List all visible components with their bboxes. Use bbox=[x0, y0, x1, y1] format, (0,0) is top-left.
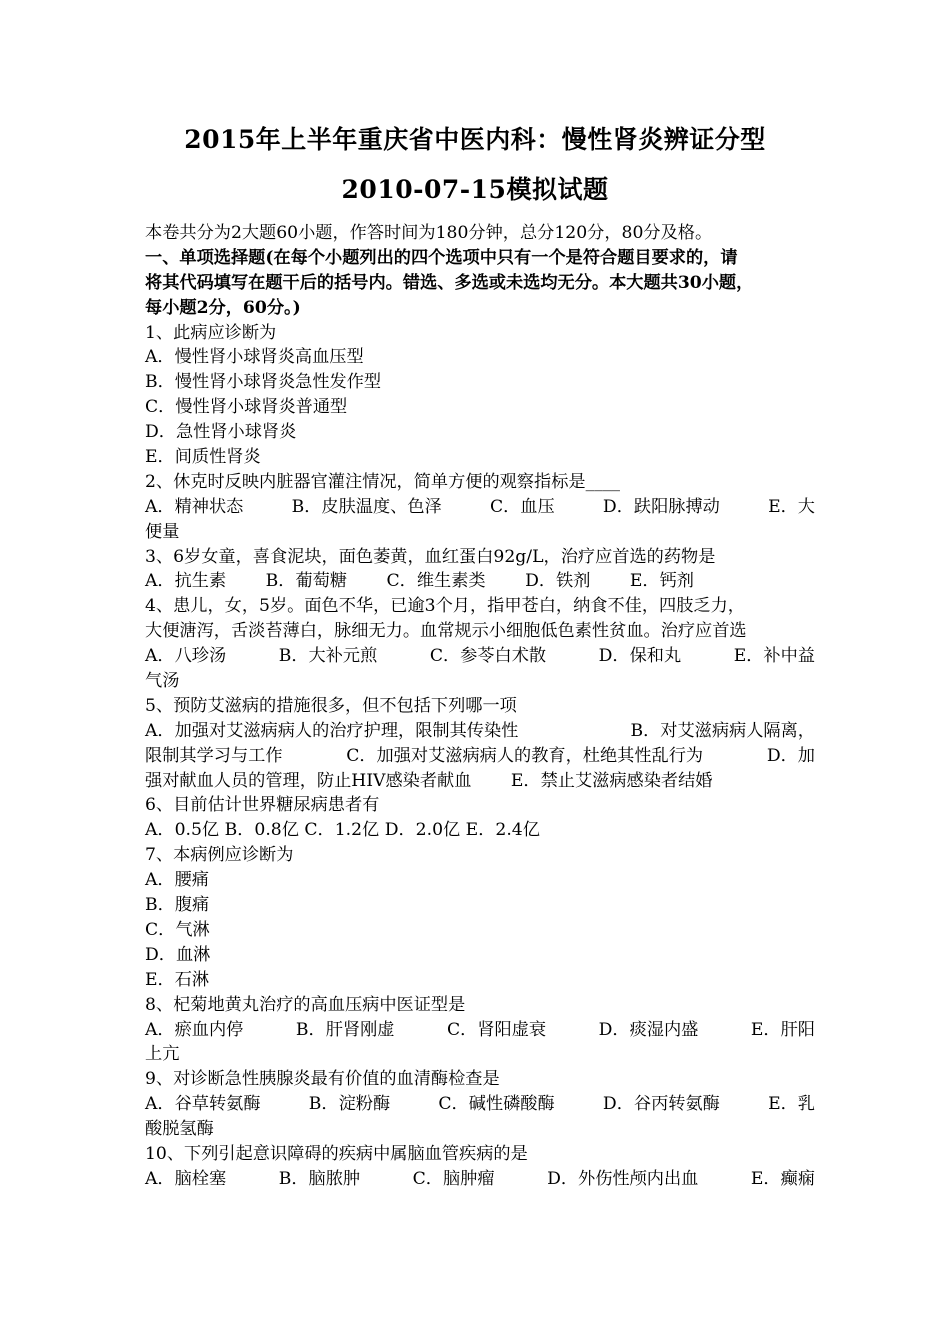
question-4-options bbox=[145, 644, 815, 669]
question-3-option-d: D．铁剂 bbox=[525, 571, 591, 592]
question-9-options bbox=[145, 1092, 815, 1117]
question-10-option-c: C．脑肿瘤 bbox=[412, 1168, 495, 1189]
question-5-option-b: B．对艾滋病病人隔离， bbox=[630, 720, 815, 741]
question-2-option-e: E．大 bbox=[768, 496, 815, 517]
question-8-stem: 8、杞菊地黄丸治疗的高血压病中医证型是 bbox=[145, 994, 466, 1015]
question-4-stem-line1: 4、患儿，女，5岁。面色不华，已逾3个月，指甲苍白，纳食不佳，四肢乏力， bbox=[145, 596, 745, 617]
question-9-option-e: E．乳 bbox=[768, 1094, 815, 1115]
question-9-option-a: A．谷草转氨酶 bbox=[145, 1094, 261, 1115]
question-1-option-b: B．慢性肾小球肾炎急性发作型 bbox=[145, 372, 382, 393]
question-9-option-b: B．淀粉酶 bbox=[308, 1094, 391, 1115]
question-2-option-d: D．趺阳脉搏动 bbox=[602, 496, 720, 517]
question-4-option-b: B．大补元煎 bbox=[278, 646, 378, 667]
question-3-option-b: B．葡萄糖 bbox=[265, 571, 348, 592]
exam-intro: 本卷共分为2大题60小题，作答时间为180分钟，总分120分，80分及格。 bbox=[145, 223, 713, 243]
question-4-option-e: E．补中益 bbox=[733, 646, 815, 667]
question-8-option-a: A．瘀血内停 bbox=[145, 1019, 244, 1040]
question-9-stem: 9、对诊断急性胰腺炎最有价值的血清酶检查是 bbox=[145, 1069, 500, 1090]
question-5-option-d-wrap: 强对献血人员的管理，防止HIV感染者献血 bbox=[145, 770, 472, 791]
question-7-option-d: D．血淋 bbox=[145, 944, 211, 965]
question-8-option-d: D．痰湿内盛 bbox=[598, 1019, 699, 1040]
question-7-option-b: B．腹痛 bbox=[145, 895, 210, 916]
question-5-options-line3 bbox=[145, 769, 815, 794]
document-body bbox=[145, 221, 815, 1192]
question-7-option-c: C．气淋 bbox=[145, 919, 210, 940]
question-2-option-b: B．皮肤温度、色泽 bbox=[291, 496, 442, 517]
question-8-option-e-wrap: 上亢 bbox=[145, 1044, 180, 1065]
question-7-option-e: E．石淋 bbox=[145, 969, 210, 990]
question-7-stem: 7、本病例应诊断为 bbox=[145, 845, 294, 866]
question-5-stem: 5、预防艾滋病的措施很多，但不包括下列哪一项 bbox=[145, 695, 517, 716]
question-5-option-a: A．加强对艾滋病病人的治疗护理，限制其传染性 bbox=[145, 720, 519, 741]
question-10-option-e: E．癫痫 bbox=[750, 1168, 815, 1189]
question-4-option-c: C．参苓白术散 bbox=[429, 646, 547, 667]
question-5-option-b-wrap: 限制其学习与工作 bbox=[145, 745, 283, 766]
question-7-option-a: A．腰痛 bbox=[145, 870, 209, 891]
question-6-options: A．0.5亿 B．0.8亿 C．1.2亿 D．2.0亿 E．2.4亿 bbox=[145, 820, 540, 841]
question-3-options bbox=[145, 569, 815, 594]
question-2-option-c: C．血压 bbox=[489, 496, 555, 517]
question-2-option-a: A．精神状态 bbox=[145, 496, 244, 517]
question-4-option-d: D．保和丸 bbox=[598, 646, 682, 667]
question-10-stem: 10、下列引起意识障碍的疾病中属脑血管疾病的是 bbox=[145, 1143, 528, 1164]
question-10-option-b: B．脑脓肿 bbox=[278, 1168, 361, 1189]
question-8-options bbox=[145, 1018, 815, 1043]
question-6-stem: 6、目前估计世界糖尿病患者有 bbox=[145, 795, 380, 816]
question-3-stem: 3、6岁女童，喜食泥块，面色萎黄，血红蛋白92g/L，治疗应首选的药物是 bbox=[145, 546, 716, 567]
question-10-option-d: D．外伤性颅内出血 bbox=[547, 1168, 699, 1189]
section-header-line1: 一、单项选择题(在每个小题列出的四个选项中只有一个是符合题目要求的，请 bbox=[145, 247, 738, 268]
question-4-option-a: A．八珍汤 bbox=[145, 646, 227, 667]
document-title-line2: 2010-07-15模拟试题 bbox=[341, 175, 609, 204]
question-3-option-e: E．钙剂 bbox=[629, 571, 694, 592]
question-5-options-line2 bbox=[145, 744, 815, 769]
question-2-stem: 2、休克时反映内脏器官灌注情况，简单方便的观察指标是____ bbox=[145, 471, 620, 492]
question-10-option-a: A．脑栓塞 bbox=[145, 1168, 227, 1189]
question-9-option-d: D．谷丙转氨酶 bbox=[602, 1094, 720, 1115]
question-8-option-c: C．肾阳虚衰 bbox=[447, 1019, 547, 1040]
question-1-stem: 1、此病应诊断为 bbox=[145, 322, 277, 343]
section-header-line3: 每小题2分，60分。) bbox=[145, 297, 301, 318]
document-title-line1: 2015年上半年重庆省中医内科：慢性肾炎辨证分型 bbox=[184, 125, 766, 154]
question-1-option-e: E．间质性肾炎 bbox=[145, 447, 261, 468]
section-header-line2: 将其代码填写在题干后的括号内。错选、多选或未选均无分。本大题共30小题， bbox=[145, 272, 754, 293]
question-9-option-e-wrap: 酸脱氢酶 bbox=[145, 1119, 214, 1140]
question-1-option-a: A．慢性肾小球肾炎高血压型 bbox=[145, 347, 364, 368]
question-3-option-c: C．维生素类 bbox=[386, 571, 486, 592]
question-4-option-e-wrap: 气汤 bbox=[145, 671, 180, 692]
question-2-options bbox=[145, 495, 815, 520]
question-5-option-c: C．加强对艾滋病病人的教育，杜绝其性乱行为 bbox=[346, 745, 704, 766]
question-1-option-d: D．急性肾小球肾炎 bbox=[145, 422, 297, 443]
question-10-options bbox=[145, 1167, 815, 1192]
question-1-option-c: C．慢性肾小球肾炎普通型 bbox=[145, 397, 348, 418]
question-8-option-b: B．肝肾刚虚 bbox=[295, 1019, 395, 1040]
question-5-option-d: D．加 bbox=[766, 745, 815, 766]
question-3-option-a: A．抗生素 bbox=[145, 571, 227, 592]
question-2-option-e-wrap: 便量 bbox=[145, 521, 180, 542]
question-4-stem-line2: 大便溏泻，舌淡苔薄白，脉细无力。血常规示小细胞低色素性贫血。治疗应首选 bbox=[145, 621, 747, 642]
question-8-option-e: E．肝阳 bbox=[750, 1019, 815, 1040]
question-5-option-e: E．禁止艾滋病感染者结婚 bbox=[510, 770, 713, 791]
question-9-option-c: C．碱性磷酸酶 bbox=[438, 1094, 555, 1115]
question-5-options-line1 bbox=[145, 719, 815, 744]
